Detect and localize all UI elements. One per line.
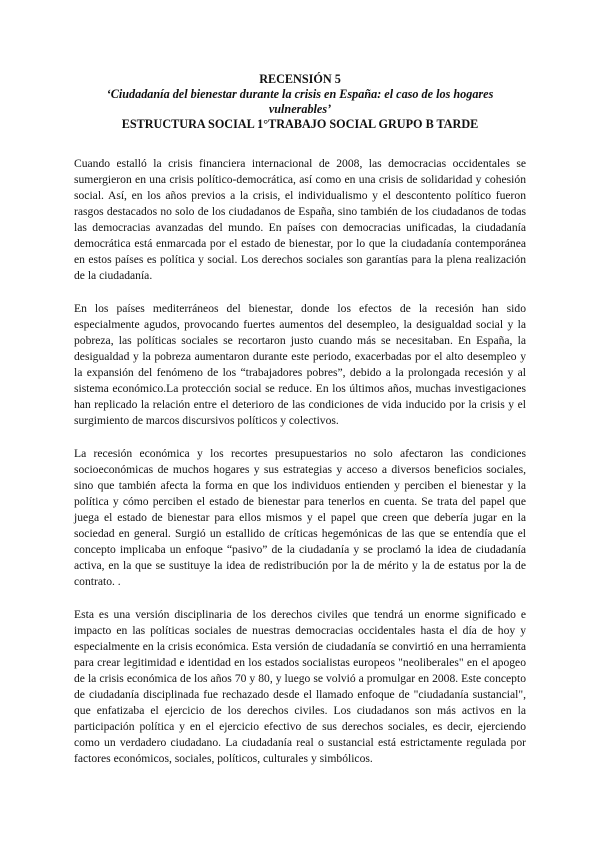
document-header [80, 72, 520, 132]
document-subtitle: ‘Ciudadanía del bienestar durante la crisis en España: el caso de los hogares vulnerables’ [106, 87, 494, 116]
document-heading: RECENSIÓN 5 [259, 72, 341, 86]
paragraph: Cuando estalló la crisis financiera internacional de 2008, las democracias occidentales se sumergieron en una crisis político-democrática, así como en una crisis de solidaridad y cohesión social. Así, en los años previos a la crisis, el individualismo y el descontento político fueron rasgos destacados no solo de los ciudadanos de España, sino también de los ciudadanos de todas las democracias avanzadas del mundo. En países con democracias unificadas, la ciudadanía democrática está enmarcada por el estado de bienestar, por lo que la ciudadanía contemporánea en estos países es política y social. Los derechos sociales son garantías para la plena realización de la ciudadanía. [74, 157, 526, 282]
document-body [74, 156, 526, 784]
paragraph: En los países mediterráneos del bienestar, donde los efectos de la recesión han sido especialmente agudos, provocando fuertes aumentos del desempleo, la desigualdad social y la pobreza, las políticas sociales se recortaron justo cuando más se necesitaban. En España, la desigualdad y la pobreza aumentaron durante este periodo, exacerbadas por el alto desempleo y la expansión del fenómeno de los “trabajadores pobres”, debido a la prolongada recesión y al sistema económico.La protección social se reduce. En los últimos años, muchas investigaciones han replicado la relación entre el deterioro de las condiciones de vida inducido por la crisis y el surgimiento de marcos discursivos políticos y colectivos. [74, 302, 526, 427]
paragraph: La recesión económica y los recortes presupuestarios no solo afectaron las condiciones socioeconómicas de muchos hogares y sus estrategias y acceso a diversos beneficios sociales, sino que también afecta la forma en que los individuos entienden y perciben el bienestar y la política y cómo perciben el estado de bienestar para tenerlos en cuenta. Se trata del papel que juega el estado de bienestar para ellos mismos y el papel que creen que debería jugar en la sociedad en general. Surgió un estallido de críticas hegemónicas de las que se entendía que el concepto implicaba un enfoque “pasivo” de la ciudadanía y se proclamó la idea de ciudadanía activa, en la que se sustituye la idea de redistribución por la de mérito y la de estatus por la de contrato. . [74, 447, 526, 588]
course-line: ESTRUCTURA SOCIAL 1°TRABAJO SOCIAL GRUPO B TARDE [121, 117, 479, 131]
paragraph: Esta es una versión disciplinaria de los derechos civiles que tendrá un enorme significado e impacto en las políticas sociales de nuestras democracias occidentales hasta el día de hoy y especialmente en la crisis económica. Esta versión de ciudadanía se convirtió en una herramienta para crear legitimidad e identidad en los estados socialistas europeos "neoliberales" en el apogeo de la crisis económica de los años 70 y 80, y luego se volvió a promulgar en 2008. Este concepto de ciudadanía disciplinada fue rechazado desde el llamado enfoque de "ciudadanía sustancial", que enfatizaba el ejercicio de los derechos civiles. Los ciudadanos son más activos en la participación política y en el ejercicio efectivo de sus derechos sociales, es decir, ejerciendo como un verdadero ciudadano. La ciudadanía real o sustancial está estrictamente regulada por factores económicos, sociales, políticos, culturales y simbólicos. [74, 608, 526, 765]
